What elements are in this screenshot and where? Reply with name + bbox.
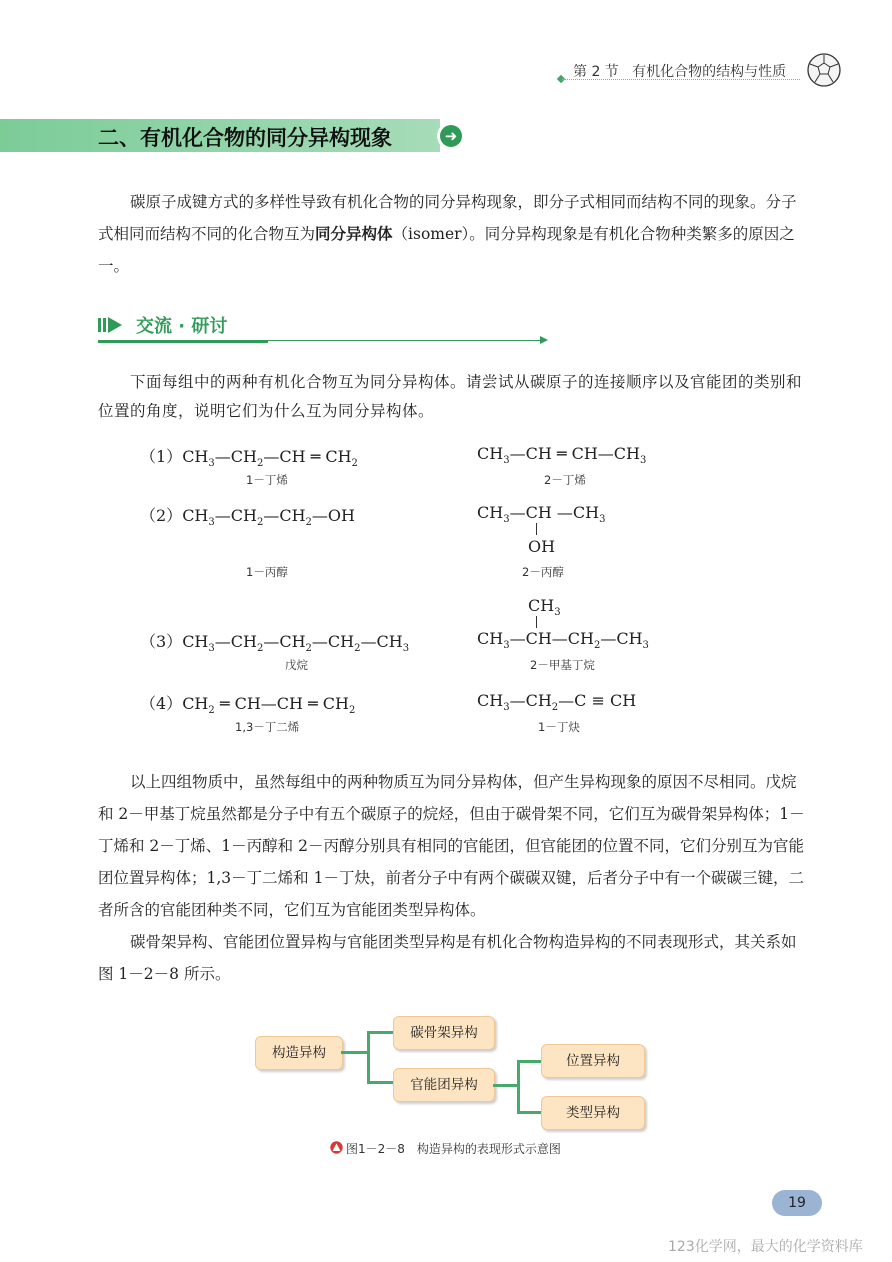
connector xyxy=(517,1060,541,1063)
fullerene-icon xyxy=(806,52,842,88)
group-4-index: （4） xyxy=(140,694,183,713)
group-2-left-label: 1－丙醇 xyxy=(246,565,288,579)
section-number: 第 2 节 xyxy=(573,64,619,80)
group-3-methyl: $CH_3$ xyxy=(528,596,561,619)
group-4-left-label: 1,3－丁二烯 xyxy=(235,720,300,734)
summary-paragraph: 碳骨架异构、官能团位置异构与官能团类型异构是有机化合物构造异构的不同表现形式，其关系如图 1－2－8 所示。 xyxy=(98,933,797,983)
connector xyxy=(367,1081,393,1084)
intro-paragraph xyxy=(98,186,806,282)
rule-arrow-icon xyxy=(540,336,548,344)
page-number: 19 xyxy=(772,1190,822,1216)
connector xyxy=(367,1031,393,1034)
diagram-root-node: 构造异构 xyxy=(255,1036,343,1070)
discussion-rule xyxy=(268,340,543,341)
discussion-prompt: 下面每组中的两种有机化合物互为同分异构体。请尝试从碳原子的连接顺序以及官能团的类别和位置的角度，说明它们为什么互为同分异构体。 xyxy=(98,373,803,420)
group-1-left-label: 1－丁烯 xyxy=(246,473,288,487)
intro-text-2: （isomer）。同分异构现象是有机化合物种类繁多的原因之一。 xyxy=(98,225,795,275)
group-2-hydroxyl: OH xyxy=(528,537,556,556)
analysis-section xyxy=(98,766,806,990)
group-2-right-label: 2－丙醇 xyxy=(522,565,564,579)
section-name: 有机化合物的结构与性质 xyxy=(632,64,787,80)
connector xyxy=(367,1031,370,1084)
connector xyxy=(517,1111,541,1114)
diagram-skeleton-node: 碳骨架异构 xyxy=(393,1016,495,1050)
group-2-left-formula: $(2)CH_3—CH_2—CH_2—OH$ xyxy=(140,506,355,529)
discussion-underline xyxy=(98,340,268,343)
diagram-type-node: 类型异构 xyxy=(541,1096,645,1130)
group-1-right-label: 2－丁烯 xyxy=(544,473,586,487)
group-2-right-formula: $CH_3—CH$ $—CH_3$ xyxy=(477,503,606,526)
group-3-right-formula: $CH_3—CH—CH_2—CH_3$ xyxy=(477,629,649,652)
group-3-left-label: 戊烷 xyxy=(285,658,308,672)
triangle-icon xyxy=(330,1141,343,1154)
bond-line xyxy=(536,616,537,628)
group-2-index: （2） xyxy=(140,506,183,525)
group-4-right-formula: $CH_3—CH_2—C$ ≡ CH xyxy=(477,691,637,714)
discussion-title: 交流 · 研讨 xyxy=(136,316,228,337)
bond-line xyxy=(536,523,537,535)
header-divider xyxy=(562,79,800,80)
play-icon xyxy=(98,315,130,335)
group-4-right-label: 1－丁炔 xyxy=(538,720,580,734)
group-1-index: （1） xyxy=(140,447,183,466)
chapter-header xyxy=(573,61,786,81)
diagram-position-node: 位置异构 xyxy=(541,1044,645,1078)
group-1-right-formula: $CH_3—CH$ ═ $CH—CH_3$ xyxy=(477,444,647,467)
group-3-index: （3） xyxy=(140,632,183,651)
isomer-term: 同分异构体 xyxy=(315,225,393,243)
group-3-right-label: 2－甲基丁烷 xyxy=(530,658,595,672)
connector xyxy=(517,1060,520,1114)
connector xyxy=(493,1084,519,1087)
figure-caption: 图1－2－8 构造异构的表现形式示意图 xyxy=(346,1142,561,1156)
arrow-right-icon: ➜ xyxy=(440,125,462,147)
connector xyxy=(341,1051,369,1054)
group-4-left-formula: $(4)CH_2$ ═ CH—CH ═ $CH_2$ xyxy=(140,694,356,717)
group-1-left-formula: $(1)CH_3—CH_2—CH$ ═ $CH_2$ xyxy=(140,447,358,470)
watermark: 123化学网，最大的化学资料库 xyxy=(668,1239,863,1255)
section-heading: 二、有机化合物的同分异构现象 xyxy=(98,126,392,150)
analysis-paragraph: 以上四组物质中，虽然每组中的两种物质互为同分异构体，但产生异构现象的原因不尽相同。戊烷和 2－甲基丁烷虽然都是分子中有五个碳原子的烷烃，但由于碳骨架不同，它们互为碳骨架异构体；1－丁烯和 2－丁烯、1－丙醇和 2－丙醇分别具有相同的官能团，但官能团的位置不同，它们分别互为官能团位置异构体；1,3－丁二烯和 1－丁炔，前者分子中有两个碳碳双键，后者分子中有一个碳碳三键，二者所含的官能团种类不同，它们互为官能团类型异构体。 xyxy=(98,773,805,919)
diagram-functional-node: 官能团异构 xyxy=(393,1068,495,1102)
intro-text-1: 碳原子成键方式的多样性导致有机化合物的同分异构现象，即分子式相同而结构不同的现象。分子式相同而结构不同的化合物互为 xyxy=(98,193,797,243)
group-3-left-formula: $(3)CH_3—CH_2—CH_2—CH_2—CH_3$ xyxy=(140,632,410,655)
